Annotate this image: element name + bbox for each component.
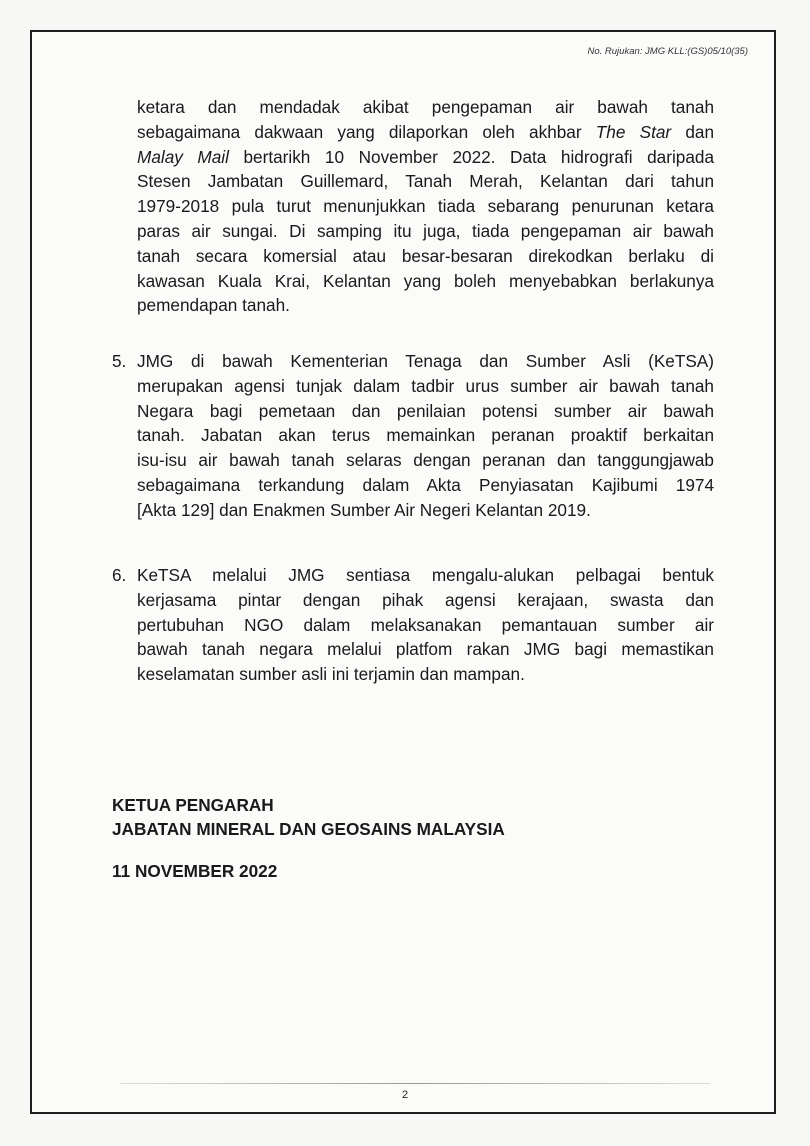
page-number: 2 [401,1089,409,1101]
paragraph-5-number: 5. [112,351,127,371]
paragraph-continued-line: paras air sungai. Di samping itu juga, tiada pengepaman air bawah [137,220,714,241]
paragraph-5-line: sebagaimana terkandung dalam Akta Penyiasatan Kajibumi 1974 [137,474,714,495]
publication-name: Malay Mail [137,146,229,167]
paragraph-5 [137,349,714,523]
paragraph-5-line: isu-isu air bawah tanah selaras dengan peranan dan tanggungjawab [137,450,714,471]
paragraph-continued-line: pemendapan tanah. [137,295,290,316]
paragraph-continued-line: 1979-2018 pula turut menunjukkan tiada sebarang penurunan ketara [137,196,714,217]
publication-name: The Star [595,121,672,142]
paragraph-continued [137,95,714,318]
paragraph-continued-line: sebagaimana dakwaan yang dilaporkan oleh akhbar The Star dan [137,121,715,142]
signature-title: KETUA PENGARAH [112,795,274,815]
paragraph-5-line: merupakan agensi tunjak dalam tadbir urus sumber air bawah tanah [137,375,714,396]
paragraph-continued-line: ketara dan mendadak akibat pengepaman air bawah tanah [137,97,714,117]
paragraph-5-line: Negara bagi pemetaan dan penilaian potensi sumber air bawah [137,400,714,421]
paragraph-6-number: 6. [112,565,127,585]
paragraph-continued-line: kawasan Kuala Krai, Kelantan yang boleh menyebabkan berlakunya [137,270,714,291]
paragraph-6 [137,563,714,687]
paragraph-6-line: pertubuhan NGO dalam melaksanakan pemantauan sumber air [137,614,714,635]
reference-number: No. Rujukan: JMG KLL:(GS)05/10(35) [587,46,748,57]
paragraph-continued-line: Malay Mail bertarikh 10 November 2022. Data hidrografi daripada [137,146,715,167]
paragraph-5-line: [Akta 129] dan Enakmen Sumber Air Negeri Kelantan 2019. [137,499,591,520]
paragraph-5-line: tanah. Jabatan akan terus memainkan peranan proaktif berkaitan [137,425,714,446]
paragraph-6-line: keselamatan sumber asli ini terjamin dan mampan. [137,664,525,685]
paragraph-continued-line: Stesen Jambatan Guillemard, Tanah Merah, Kelantan dari tahun [137,171,714,192]
footer-divider [120,1083,710,1084]
paragraph-6-line: bawah tanah negara melalui platfom rakan JMG bagi memastikan [137,639,714,660]
paragraph-6-line: kerjasama pintar dengan pihak agensi kerajaan, swasta dan [137,589,714,610]
paragraph-6-line: KeTSA melalui JMG sentiasa mengalu-alukan pelbagai bentuk [137,565,714,585]
paragraph-5-line: JMG di bawah Kementerian Tenaga dan Sumber Asli (KeTSA) [137,351,714,371]
paragraph-continued-line: tanah secara komersial atau besar-besaran direkodkan berlaku di [137,245,714,266]
signature-date: 11 NOVEMBER 2022 [112,861,278,881]
signature-department: JABATAN MINERAL DAN GEOSAINS MALAYSIA [112,819,505,839]
